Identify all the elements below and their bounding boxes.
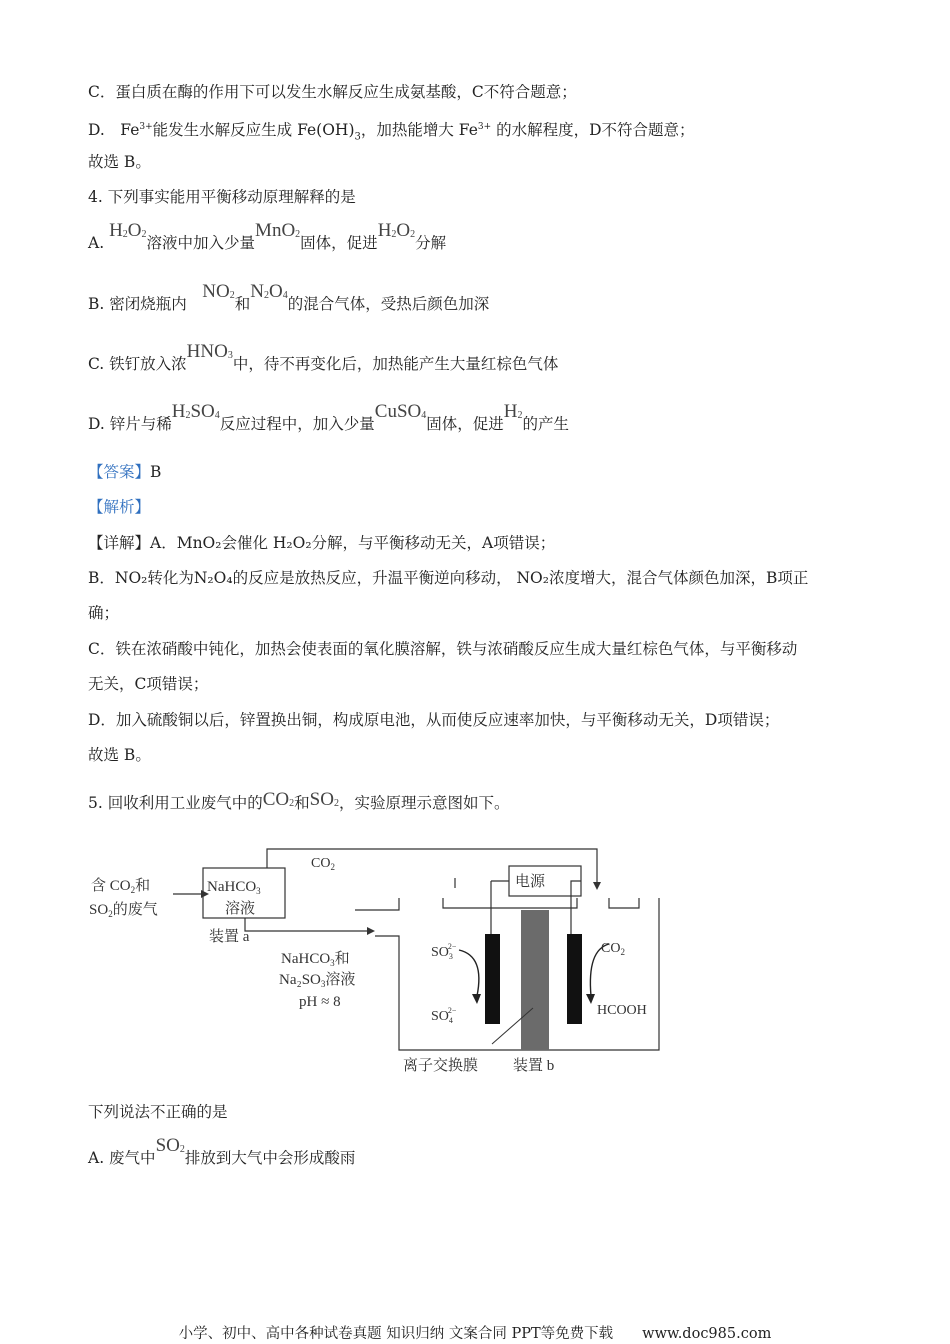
question-5-ask: 下列说法不正确的是 bbox=[88, 1103, 228, 1121]
option-5a: A. 废气中$SO_2$排放到大气中会形成酸雨 bbox=[88, 1135, 356, 1167]
formula-so2: $SO_2$ bbox=[309, 789, 339, 810]
power-supply-label: 电源 bbox=[515, 874, 546, 890]
formula-h2so4: $H_2SO_4$ bbox=[171, 401, 220, 422]
formula-mno2: MnO$_2$ bbox=[255, 220, 301, 241]
page-footer: 小学、初中、高中各种试卷真题 知识归纳 文案合同 PPT等免费下载 www.doc985.com bbox=[178, 1326, 772, 1342]
question-5-stem: 5. 回收利用工业废气中的$CO_2$和$SO_2$，实验原理示意图如下。 bbox=[88, 789, 510, 812]
analysis-tag: 【解析】 bbox=[88, 498, 151, 516]
gas-in-label-2: $SO_2$的废气 bbox=[89, 902, 158, 919]
sulfate-label: $SO_42-$ bbox=[431, 1006, 457, 1025]
option-4c: C. 铁钉放入浓$HNO_3$中，待不再变化后，加热能产生大量红棕色气体 bbox=[88, 341, 559, 373]
co2-right-label: $CO_2$ bbox=[601, 941, 625, 957]
detail-b: B．NO₂转化为N₂O₄的反应是放热反应，升温平衡逆向移动， NO₂浓度增大，混合气体颜色加深，B项正 bbox=[88, 569, 809, 587]
box-a-label: NaHCO$_3$ bbox=[207, 879, 261, 896]
answer-line: 【答案】B bbox=[88, 463, 162, 481]
question-4-stem: 4. 下列事实能用平衡移动原理解释的是 bbox=[88, 188, 356, 206]
detail-c-cont: 无关，C项错误； bbox=[88, 675, 209, 693]
gas-in-label: 含 $CO_2$和 bbox=[91, 878, 151, 895]
device-b-label: 装置 b bbox=[513, 1058, 555, 1074]
formula-cuso4: CuSO$_4$ bbox=[374, 401, 427, 422]
formula-no2: $NO_2$ bbox=[202, 281, 235, 302]
text-line: C．蛋白质在酶的作用下可以发生水解反应生成氨基酸，C不符合题意； bbox=[88, 83, 577, 101]
choose-line: 故选 B。 bbox=[88, 746, 151, 764]
formula-so2: $SO_2$ bbox=[155, 1135, 185, 1156]
option-4d: D. 锌片与稀$H_2SO_4$反应过程中，加入少量CuSO$_4$固体，促进$H_2$的产生 bbox=[88, 401, 570, 433]
formula-hno3: $HNO_3$ bbox=[186, 341, 233, 362]
apparatus-diagram bbox=[85, 838, 685, 1078]
solution-label: NaHCO$_3$和 bbox=[281, 951, 350, 968]
box-a-label-2: 溶液 bbox=[225, 901, 256, 917]
option-4b: B. 密闭烧瓶内 $NO_2$和$N_2O_4$的混合气体，受热后颜色加深 bbox=[88, 281, 490, 313]
co2-top-label: $CO_2$ bbox=[311, 856, 335, 872]
device-a-label: 装置 a bbox=[209, 929, 250, 945]
ph-label: pH ≈ 8 bbox=[299, 994, 341, 1010]
detail-a: 【详解】A．MnO₂会催化 H₂O₂分解，与平衡移动无关，A项错误； bbox=[88, 534, 556, 552]
detail-c: C．铁在浓硝酸中钝化，加热会使表面的氧化膜溶解，铁与浓硝酸反应生成大量红棕色气体，与平衡移动 bbox=[88, 640, 798, 658]
answer-tag: 【答案】 bbox=[88, 463, 151, 481]
text-line: D. $Fe^{3+}$能发生水解反应生成 $Fe(OH)_3$，加热能增大 $Fe^{3+}$ 的水解程度，D不符合题意； bbox=[88, 121, 695, 143]
solution-label-2: $Na_2SO_3$溶液 bbox=[279, 972, 356, 989]
formula-co2: $CO_2$ bbox=[262, 789, 295, 810]
sulfite-label: $SO_32-$ bbox=[431, 942, 457, 961]
formula-h2o2: $H_2O_2$ bbox=[109, 220, 147, 241]
hcooh-label: HCOOH bbox=[597, 1003, 647, 1018]
formula-h2: $H_2$ bbox=[503, 401, 523, 422]
detail-d: D．加入硫酸铜以后，锌置换出铜，构成原电池，从而使反应速率加快，与平衡移动无关，D项错误； bbox=[88, 711, 780, 729]
detail-b-cont: 确； bbox=[88, 604, 120, 622]
formula-h2o2: $H_2O_2$ bbox=[377, 220, 416, 241]
option-4a: A. $H_2O_2$溶液中加入少量MnO$_2$固体，促进$H_2O_2$分解 bbox=[88, 220, 447, 252]
formula-n2o4: $N_2O_4$ bbox=[250, 281, 288, 302]
text-line: 故选 B。 bbox=[88, 153, 151, 171]
membrane-label: 离子交换膜 bbox=[403, 1058, 479, 1074]
